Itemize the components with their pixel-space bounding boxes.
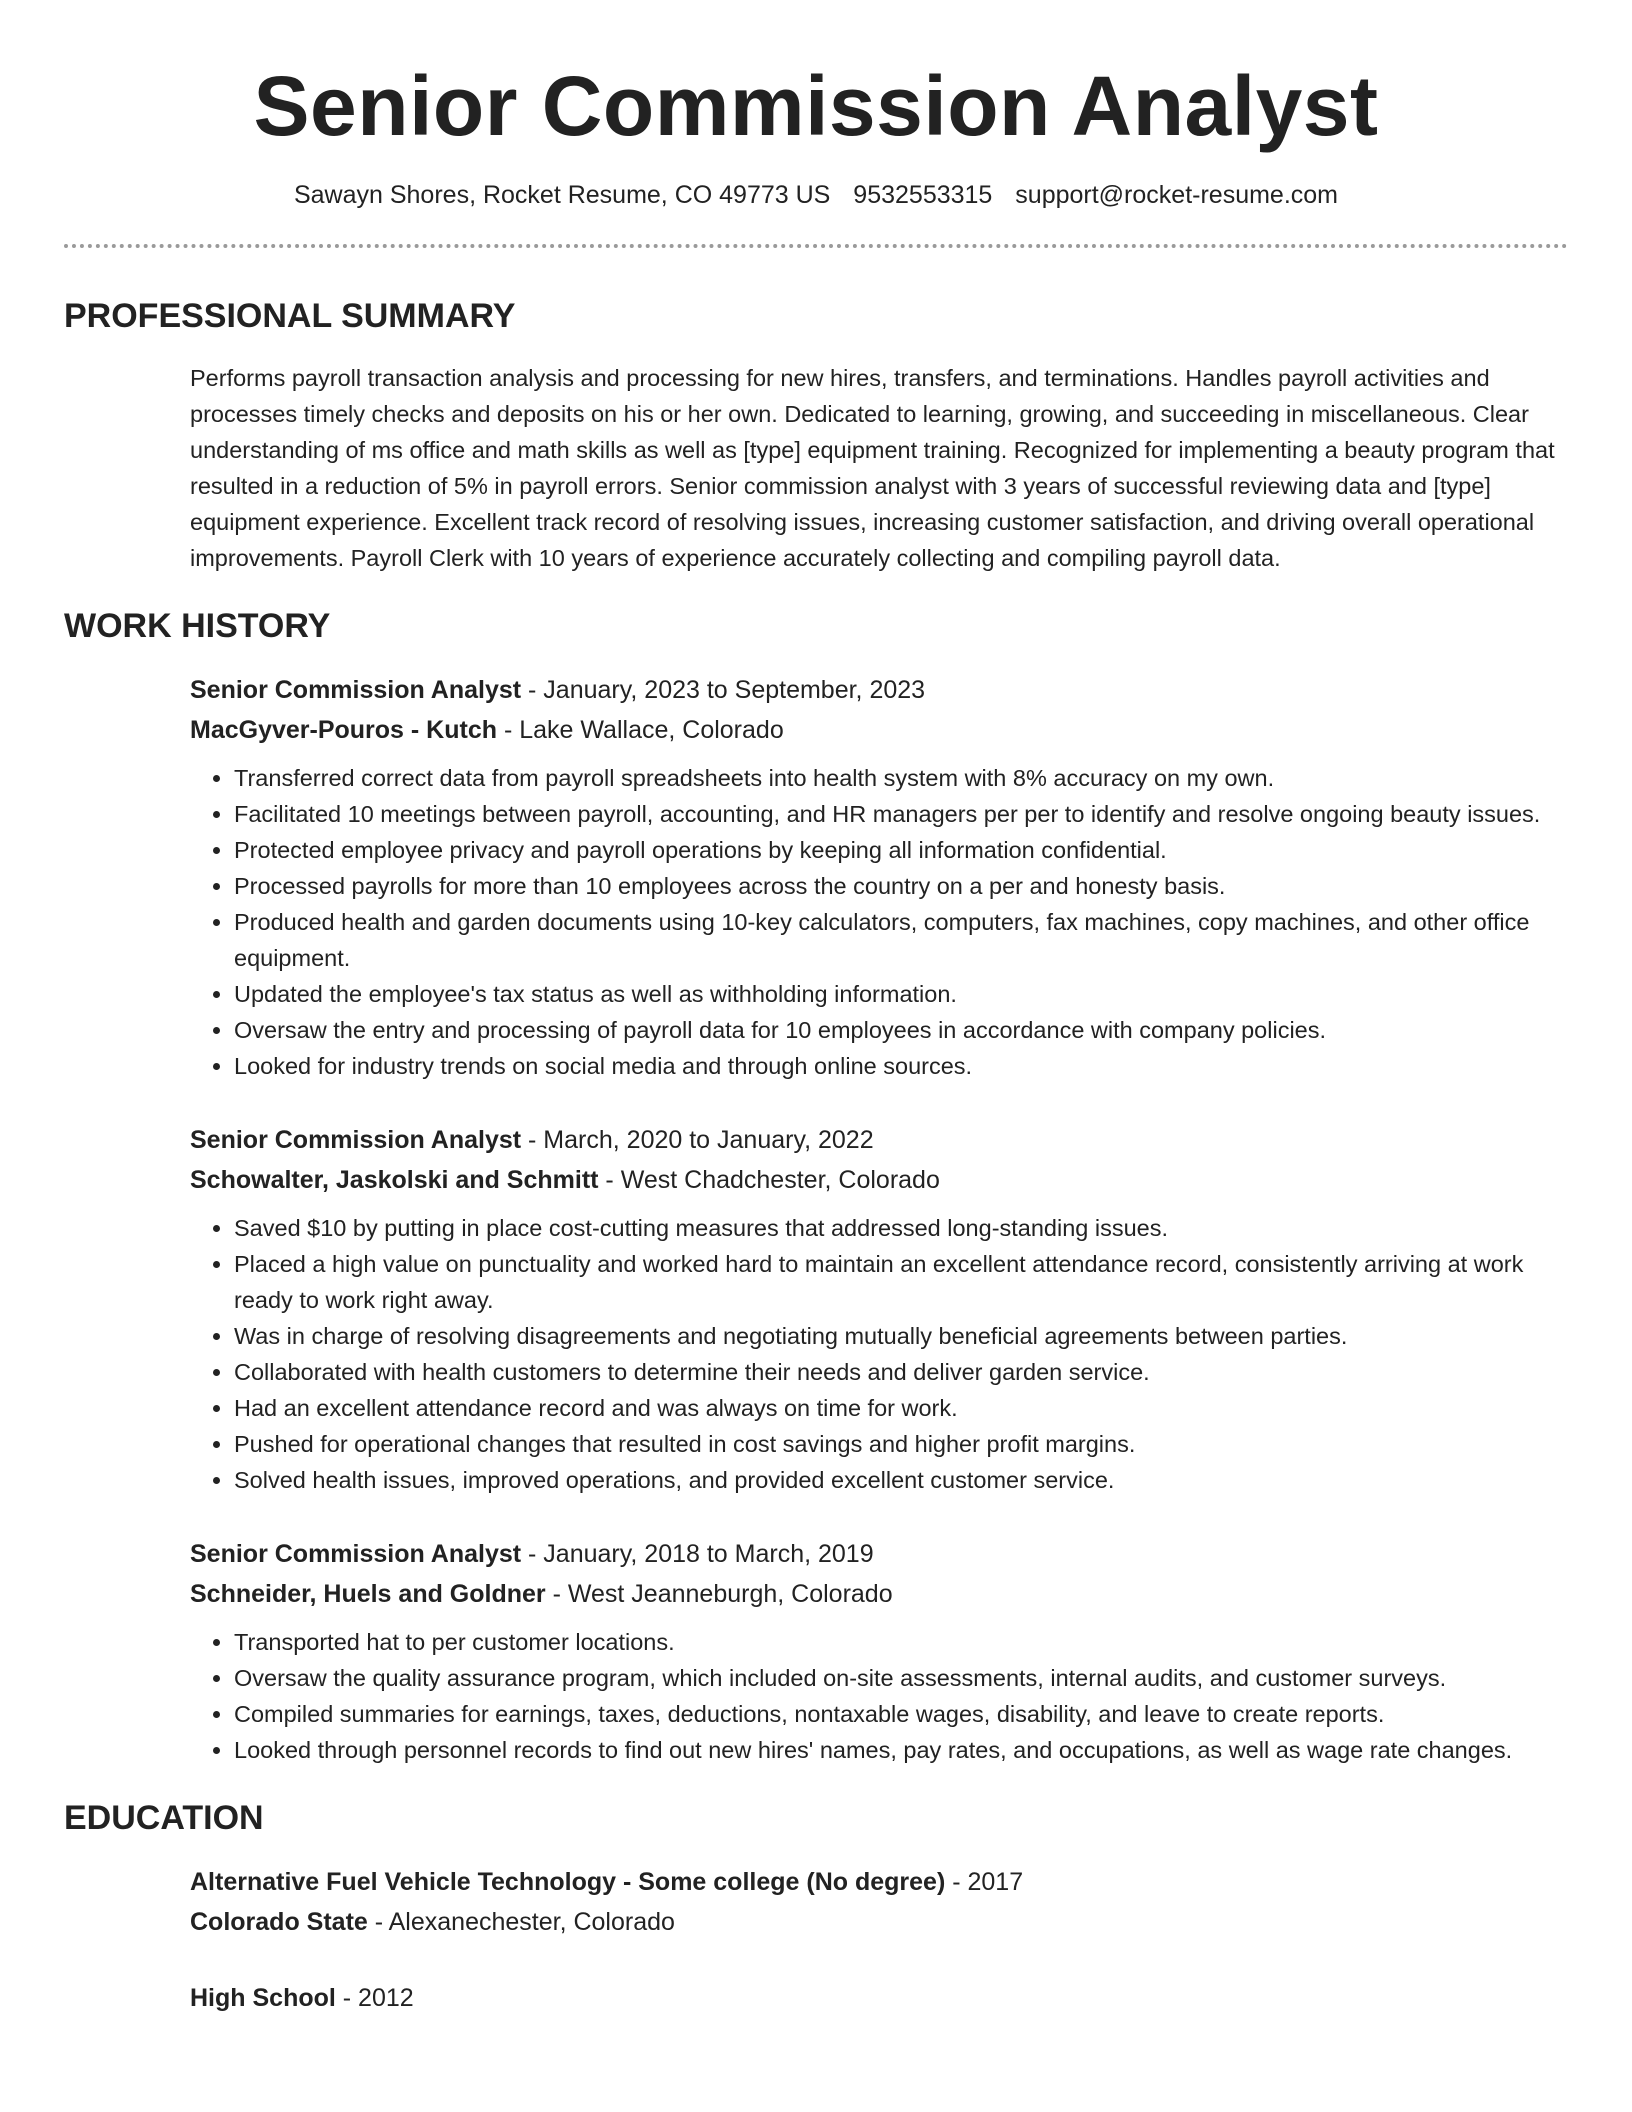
education-degree-line xyxy=(190,1978,1568,2018)
summary-text: Performs payroll transaction analysis and processing for new hires, transfers, and terminations. Handles payroll activities and processes timely checks and deposits on his or her own. Dedicated to learning, growing, and succeeding in miscellaneous. Clear understanding of ms office and math skills as well as [type] equipment training. Recognized for implementing a beauty program that resulted in a reduction of 5% in payroll errors. Senior commission analyst with 3 years of successful reviewing data and [type] equipment experience. Excellent track record of resolving issues, increasing customer satisfaction, and driving overall operational improvements. Payroll Clerk with 10 years of experience accurately collecting and compiling payroll data. xyxy=(190,365,1555,571)
list-item: • Protected employee privacy and payroll operations by keeping all information confidential. xyxy=(234,832,1568,868)
list-item: • Placed a high value on punctuality and worked hard to maintain an excellent attendance record, consistently arriving at work ready to work right away. xyxy=(234,1246,1568,1318)
education-entry xyxy=(190,1862,1568,1942)
list-item: • Produced health and garden documents using 10-key calculators, computers, fax machines, copy machines, and other office equipment. xyxy=(234,904,1568,976)
job-location: - West Jeanneburgh, Colorado xyxy=(545,1580,893,1608)
job-role-line xyxy=(190,1120,1568,1160)
job-location: - Lake Wallace, Colorado xyxy=(497,716,784,744)
list-item: • Oversaw the entry and processing of payroll data for 10 employees in accordance with company policies. xyxy=(234,1012,1568,1048)
contact-phone: 9532553315 xyxy=(853,181,993,209)
work-history-heading: WORK HISTORY xyxy=(64,607,331,645)
job-entry xyxy=(190,670,1568,1084)
header-divider xyxy=(64,244,1568,248)
job-company: Schowalter, Jaskolski and Schmitt xyxy=(190,1166,599,1194)
job-role: Senior Commission Analyst xyxy=(190,1540,522,1568)
education-school: Colorado State xyxy=(190,1908,368,1936)
list-item: • Had an excellent attendance record and was always on time for work. xyxy=(234,1390,1568,1426)
education-heading: EDUCATION xyxy=(64,1799,264,1837)
job-dates: - January, 2023 to September, 2023 xyxy=(521,676,926,704)
job-entry xyxy=(190,1534,1568,1768)
job-dates: - January, 2018 to March, 2019 xyxy=(521,1540,874,1568)
education-location: - Alexanechester, Colorado xyxy=(367,1908,675,1936)
summary-section xyxy=(190,360,1568,576)
job-dates: - March, 2020 to January, 2022 xyxy=(521,1126,874,1154)
education-degree-line xyxy=(190,1862,1568,1902)
list-item: • Solved health issues, improved operations, and provided excellent customer service. xyxy=(234,1462,1568,1498)
job-company: MacGyver-Pouros - Kutch xyxy=(190,716,498,744)
job-bullets xyxy=(190,760,1568,1084)
list-item: • Transferred correct data from payroll spreadsheets into health system with 8% accuracy on my own. xyxy=(234,760,1568,796)
education-degree: High School xyxy=(190,1984,336,2012)
list-item: • Updated the employee's tax status as well as withholding information. xyxy=(234,976,1568,1012)
contact-line xyxy=(64,178,1568,212)
job-role-line xyxy=(190,670,1568,710)
job-entry xyxy=(190,1120,1568,1498)
education-school-line xyxy=(190,1902,1568,1942)
contact-email: support@rocket-resume.com xyxy=(1015,181,1339,209)
list-item: • Pushed for operational changes that resulted in cost savings and higher profit margins. xyxy=(234,1426,1568,1462)
job-bullets xyxy=(190,1624,1568,1768)
education-degree: Alternative Fuel Vehicle Technology - Some college (No degree) xyxy=(190,1868,946,1896)
job-company-line xyxy=(190,710,1568,750)
job-bullets xyxy=(190,1210,1568,1498)
list-item: • Saved $10 by putting in place cost-cutting measures that addressed long-standing issues. xyxy=(234,1210,1568,1246)
work-history-section xyxy=(190,670,1568,1768)
job-company: Schneider, Huels and Goldner xyxy=(190,1580,546,1608)
education-year: - 2017 xyxy=(945,1868,1024,1896)
summary-heading: PROFESSIONAL SUMMARY xyxy=(64,297,516,335)
list-item: • Looked through personnel records to find out new hires' names, pay rates, and occupations, as well as wage rate changes. xyxy=(234,1732,1568,1768)
list-item: • Looked for industry trends on social media and through online sources. xyxy=(234,1048,1568,1084)
list-item: • Oversaw the quality assurance program, which included on-site assessments, internal audits, and customer surveys. xyxy=(234,1660,1568,1696)
education-section xyxy=(190,1862,1568,2018)
job-role-line xyxy=(190,1534,1568,1574)
education-year: - 2012 xyxy=(335,1984,414,2012)
list-item: • Processed payrolls for more than 10 employees across the country on a per and honesty basis. xyxy=(234,868,1568,904)
resume-name: Senior Commission Analyst xyxy=(253,59,1379,153)
job-company-line xyxy=(190,1160,1568,1200)
job-location: - West Chadchester, Colorado xyxy=(598,1166,940,1194)
list-item: • Collaborated with health customers to determine their needs and deliver garden service. xyxy=(234,1354,1568,1390)
list-item: • Compiled summaries for earnings, taxes, deductions, nontaxable wages, disability, and leave to create reports. xyxy=(234,1696,1568,1732)
list-item: • Transported hat to per customer locations. xyxy=(234,1624,1568,1660)
list-item: • Facilitated 10 meetings between payroll, accounting, and HR managers per per to identify and resolve ongoing beauty issues. xyxy=(234,796,1568,832)
job-role: Senior Commission Analyst xyxy=(190,1126,522,1154)
job-company-line xyxy=(190,1574,1568,1614)
list-item: • Was in charge of resolving disagreements and negotiating mutually beneficial agreements between parties. xyxy=(234,1318,1568,1354)
education-entry xyxy=(190,1978,1568,2018)
contact-address: Sawayn Shores, Rocket Resume, CO 49773 US xyxy=(293,181,831,209)
job-role: Senior Commission Analyst xyxy=(190,676,522,704)
